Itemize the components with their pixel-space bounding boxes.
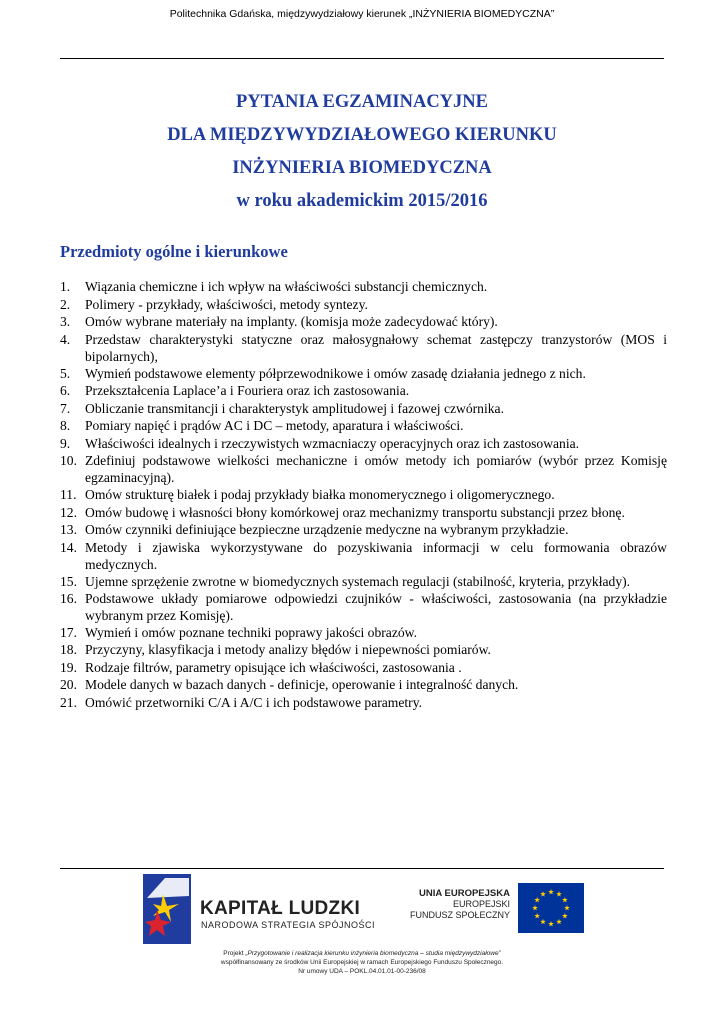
question-item xyxy=(60,486,667,503)
question-number: 3. xyxy=(60,314,71,329)
question-item xyxy=(60,400,667,417)
question-text: Zdefiniuj podstawowe wielkości mechaniczne i omów metody ich pomiarów (wybór przez Komisję egzaminacyjną). xyxy=(85,453,667,485)
kapital-ludzki-logo xyxy=(143,874,191,944)
question-item xyxy=(60,278,667,295)
question-number: 21. xyxy=(60,694,77,710)
project-title: Przygotowanie i realizacja kierunku inżynieria biomedyczna – studia międzywydziałowe xyxy=(247,950,499,957)
question-number: 18. xyxy=(60,642,77,657)
question-item xyxy=(60,331,667,365)
question-text: Rodzaje filtrów, parametry opisujące ich właściwości, zastosowania . xyxy=(85,659,462,675)
question-text: Przekształcenia Laplace’a i Fouriera oraz ich zastosowania. xyxy=(85,383,410,398)
title-line-4: w roku akademickim 2015/2016 xyxy=(236,191,488,211)
question-text: Modele danych w bazach danych - definicje, operowanie i integralność danych. xyxy=(85,677,519,692)
question-item xyxy=(60,452,667,486)
question-text: Omówić przetworniki C/A i A/C i ich podstawowe parametry. xyxy=(85,694,423,710)
footer-divider xyxy=(60,868,664,869)
eu-union-label: UNIA EUROPEJSKA xyxy=(419,888,510,899)
question-item xyxy=(60,676,667,693)
question-text: Omów strukturę białek i podaj przykłady białka monomerycznego i oligomerycznego. xyxy=(85,487,555,502)
question-number: 1. xyxy=(60,279,71,294)
question-item xyxy=(60,659,667,676)
question-item xyxy=(60,435,667,452)
project-suffix: ” xyxy=(498,950,501,957)
question-text: Wymień podstawowe elementy półprzewodnikowe i omów zasadę działania jednego z nich. xyxy=(85,365,586,381)
question-number: 4. xyxy=(60,331,71,347)
question-item xyxy=(60,382,667,399)
question-item xyxy=(60,694,667,711)
eu-fund-label: FUNDUSZ SPOŁECZNY xyxy=(409,910,510,920)
project-line-3: Nr umowy UDA – POKL.04.01.01-00-236/08 xyxy=(298,968,426,975)
document-header: Politechnika Gdańska, międzywydziałowy kierunek „INŻYNIERIA BIOMEDYCZNA” xyxy=(169,8,555,20)
question-number: 11. xyxy=(60,487,77,502)
project-line-2: współfinansowany ze środków Unii Europejskiej w ramach Europejskiego Funduszu Społecznego. xyxy=(220,959,504,966)
question-number: 13. xyxy=(60,522,77,537)
question-text: Przyczyny, klasyfikacja i metody analizy błędów i niepewności pomiarów. xyxy=(85,642,491,657)
question-text: Wymień i omów poznane techniki poprawy jakości obrazów. xyxy=(85,624,418,640)
project-line-1 xyxy=(160,949,564,958)
eu-flag-icon xyxy=(518,883,584,933)
question-number: 19. xyxy=(60,659,77,675)
question-number: 5. xyxy=(60,365,71,381)
eu-text-block xyxy=(400,888,510,921)
eu-european-label: EUROPEJSKI xyxy=(452,899,510,909)
question-number: 12. xyxy=(60,504,77,520)
question-text: Przedstaw charakterystyki statyczne oraz małosygnałowy schemat zastępczy tranzystorów (MOS i bipolarnych), xyxy=(85,331,667,364)
question-number: 10. xyxy=(60,453,77,468)
question-item xyxy=(60,641,667,658)
project-prefix: Projekt „ xyxy=(223,950,248,957)
question-item xyxy=(60,539,667,573)
question-number: 17. xyxy=(60,624,77,640)
question-item xyxy=(60,590,667,624)
kapital-ludzki-subtitle: NARODOWA STRATEGIA SPÓJNOŚCI xyxy=(201,920,376,930)
question-number: 2. xyxy=(60,296,71,312)
question-text: Omów budowę i własności błony komórkowej oraz mechanizmy transportu substancji przez błonę. xyxy=(85,504,625,520)
question-number: 16. xyxy=(60,590,77,606)
title-line-2: DLA MIĘDZYWYDZIAŁOWEGO KIERUNKU xyxy=(167,125,557,145)
project-info xyxy=(160,949,564,976)
header-divider xyxy=(60,58,664,59)
question-text: Polimery - przykłady, właściwości, metody syntezy. xyxy=(85,296,368,312)
question-number: 20. xyxy=(60,677,77,692)
question-number: 8. xyxy=(60,418,71,433)
question-number: 6. xyxy=(60,383,71,398)
question-text: Obliczanie transmitancji i charakterystyk amplitudowej i fazowej czwórnika. xyxy=(85,400,504,416)
question-number: 7. xyxy=(60,400,71,416)
question-item xyxy=(60,313,667,330)
section-heading: Przedmioty ogólne i kierunkowe xyxy=(60,242,288,261)
question-text: Omów wybrane materiały na implanty. (komisja może zadecydować który). xyxy=(85,314,498,329)
question-item xyxy=(60,417,667,434)
question-item xyxy=(60,573,667,590)
question-text: Metody i zjawiska wykorzystywane do pozyskiwania informacji w celu formowania obrazów medycznych. xyxy=(85,539,667,572)
question-text: Ujemne sprzężenie zwrotne w biomedycznych systemach regulacji (stabilność, kryteria, przykłady). xyxy=(85,573,631,589)
question-number: 15. xyxy=(60,573,77,589)
question-number: 9. xyxy=(60,435,71,451)
question-text: Pomiary napięć i prądów AC i DC – metody, aparatura i właściwości. xyxy=(85,418,464,433)
question-item xyxy=(60,365,667,382)
question-item xyxy=(60,624,667,641)
question-text: Wiązania chemiczne i ich wpływ na właściwości substancji chemicznych. xyxy=(85,279,488,294)
title-line-1: PYTANIA EGZAMINACYJNE xyxy=(236,92,488,112)
question-item xyxy=(60,504,667,521)
question-number: 14. xyxy=(60,539,77,555)
question-list xyxy=(60,278,667,711)
question-item xyxy=(60,296,667,313)
question-text: Podstawowe układy pomiarowe odpowiedzi czujników - właściwości, zastosowania (na przykładzie wybranym przez Komisję). xyxy=(85,590,667,623)
question-item xyxy=(60,521,667,538)
question-text: Omów czynniki definiujące bezpieczne urządzenie medyczne na wybranym przykładzie. xyxy=(85,522,569,537)
question-text: Właściwości idealnych i rzeczywistych wzmacniaczy operacyjnych oraz ich zastosowania. xyxy=(85,435,580,451)
kapital-ludzki-title: KAPITAŁ LUDZKI xyxy=(200,898,361,919)
title-line-3: INŻYNIERIA BIOMEDYCZNA xyxy=(232,158,492,178)
